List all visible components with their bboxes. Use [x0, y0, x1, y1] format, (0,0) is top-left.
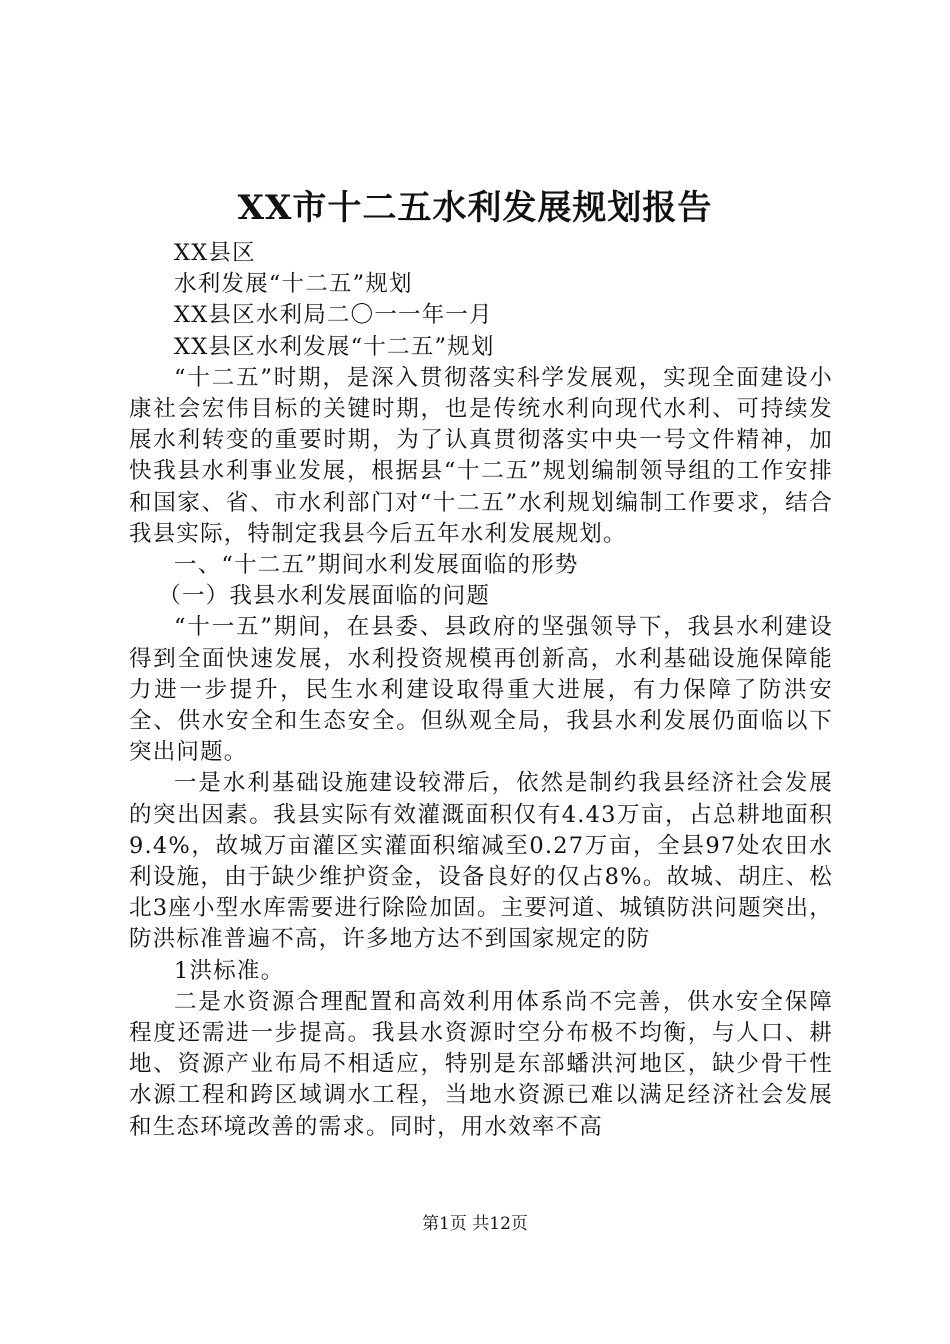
- section-heading-1: 一、“十二五”期间水利发展面临的形势: [174, 552, 579, 579]
- paragraph-plan-heading: XX县区水利发展“十二五”规划: [174, 333, 495, 360]
- document-body: [129, 238, 833, 1143]
- paragraph-plan-name: 水利发展“十二五”规划: [174, 271, 413, 298]
- paragraph-problem-two: 二是水资源合理配置和高效利用体系尚不完善，供水安全保障程度还需进一步提高。我县水资源时空分布极不均衡，与人口、耕地、资源产业布局不相适应，特别是东部蟠洪河地区，缺少骨干性水源工程和跨区域调水工程，当地水资源已难以满足经济社会发展和生态环境改善的需求。同时，用水效率不高: [129, 988, 833, 1140]
- paragraph-problem-one: 一是水利基础设施建设较滞后，依然是制约我县经济社会发展的突出因素。我县实际有效灌溉面积仅有4.43万亩，占总耕地面积9.4%，故城万亩灌区实灌面积缩减至0.27万亩，全县97处农田水利设施，由于缺少维护资金，设备良好的仅占8%。故城、胡庄、松北3座小型水库需要进行除险加固。主要河道、城镇防洪问题突出，防洪标准普遍不高，许多地方达不到国家规定的防: [129, 770, 833, 953]
- paragraph-county: XX县区: [174, 240, 256, 266]
- paragraph-flood-standard: 1洪标准。: [174, 957, 285, 984]
- paragraph-eleventh-five-year: “十一五”期间，在县委、县政府的坚强领导下，我县水利建设得到全面快速发展，水利投资规模再创新高，水利基础设施保障能力进一步提升，民生水利建设取得重大进展，有力保障了防洪安全、供水安全和生态安全。但纵观全局，我县水利发展仍面临以下突出问题。: [129, 614, 833, 766]
- page-footer: 第1页 共12页: [422, 1214, 528, 1234]
- paragraph-bureau-date: XX县区水利局二〇一一年一月: [174, 302, 493, 329]
- subsection-heading-1: （一）我县水利发展面临的问题: [158, 583, 491, 610]
- paragraph-intro: “十二五”时期，是深入贯彻落实科学发展观，实现全面建设小康社会宏伟目标的关键时期，也是传统水利向现代水利、可持续发展水利转变的重要时期，为了认真贯彻落实中央一号文件精神，加快我县水利事业发展，根据县“十二五”规划编制领导组的工作安排和国家、省、市水利部门对“十二五”水利规划编制工作要求，结合我县实际，特制定我县今后五年水利发展规划。: [129, 364, 833, 547]
- document-title: XX市十二五水利发展规划报告: [237, 188, 713, 228]
